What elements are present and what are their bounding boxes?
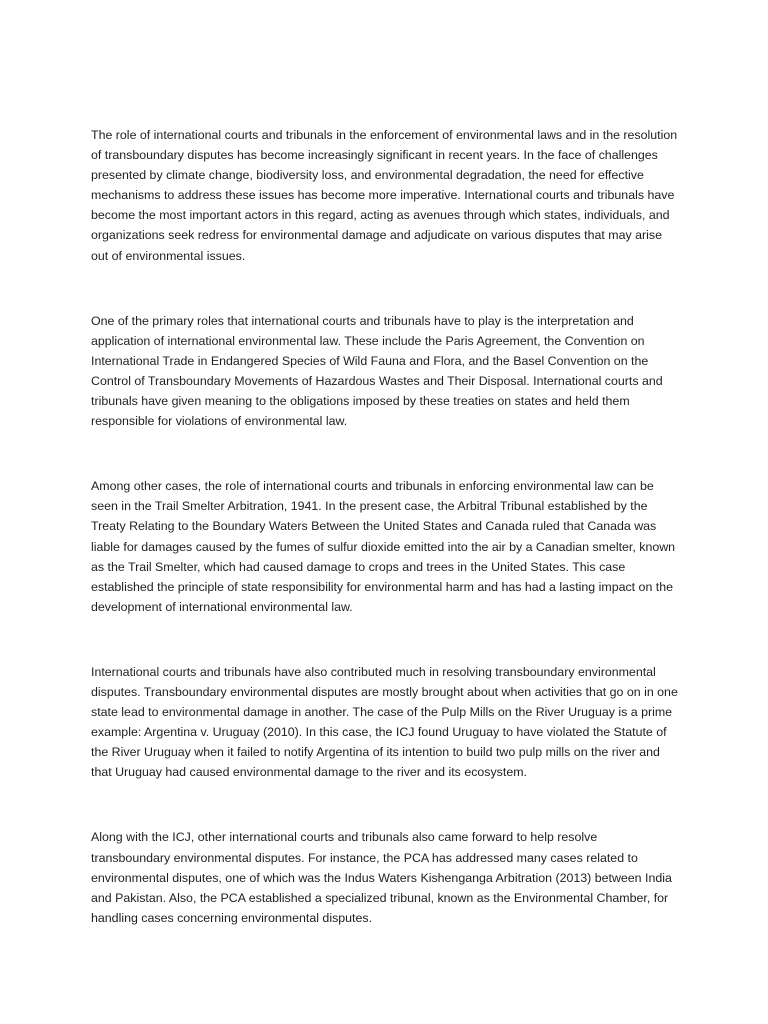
paragraph-4: International courts and tribunals have also contributed much in resolving transboundary environmental disputes. Transboundary environmental disputes are mostly brought about when activities that go on in one state lead to environmental damage in another. The case of the Pulp Mills on the River Uruguay is a prime example: Argentina v. Uruguay (2010). In this case, the ICJ found Uruguay to have violated the Statute of the River Uruguay when it failed to notify Argentina of its intention to build two pulp mills on the river and that Uruguay had caused environmental damage to the river and its ecosystem. xyxy=(91,664,678,780)
document-body xyxy=(91,125,679,928)
paragraph-2: One of the primary roles that international courts and tribunals have to play is the interpretation and application of international environmental law. These include the Paris Agreement, the Convention on International Trade in Endangered Species of Wild Fauna and Flora, and the Basel Convention on the Control of Transboundary Movements of Hazardous Wastes and Their Disposal. International courts and tribunals have given meaning to the obligations imposed by these treaties on states and held them responsible for violations of environmental law. xyxy=(91,313,663,429)
paragraph-1: The role of international courts and tribunals in the enforcement of environmental laws and in the resolution of transboundary disputes has become increasingly significant in recent years. In the face of challenges presented by climate change, biodiversity loss, and environmental degradation, the need for effective mechanisms to address these issues has become more imperative. International courts and tribunals have become the most important actors in this regard, acting as avenues through which states, individuals, and organizations seek redress for environmental damage and adjudicate on various disputes that may arise out of environmental issues. xyxy=(91,128,678,263)
paragraph-3: Among other cases, the role of international courts and tribunals in enforcing environmental law can be seen in the Trail Smelter Arbitration, 1941. In the present case, the Arbitral Tribunal established by the Treaty Relating to the Boundary Waters Between the United States and Canada ruled that Canada was liable for damages caused by the fumes of sulfur dioxide emitted into the air by a Canadian smelter, known as the Trail Smelter, which had caused damage to crops and trees in the United States. This case established the principle of state responsibility for environmental harm and has had a lasting impact on the development of international environmental law. xyxy=(91,479,676,614)
paragraph-5: Along with the ICJ, other international courts and tribunals also came forward to help resolve transboundary environmental disputes. For instance, the PCA has addressed many cases related to environmental disputes, one of which was the Indus Waters Kishenganga Arbitration (2013) between India and Pakistan. Also, the PCA established a specialized tribunal, known as the Environmental Chamber, for handling cases concerning environmental disputes. xyxy=(91,830,672,925)
